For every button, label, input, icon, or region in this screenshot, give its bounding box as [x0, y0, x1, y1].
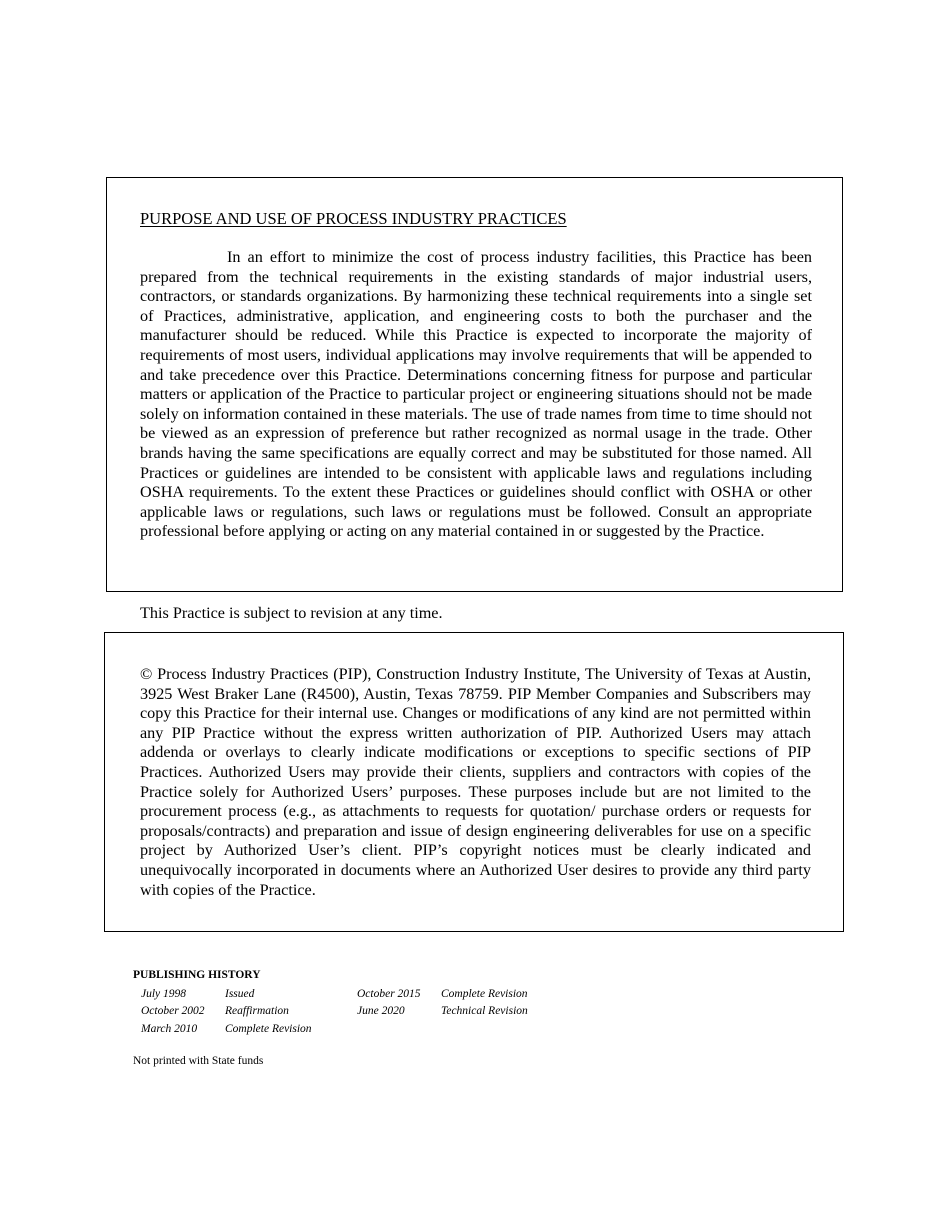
publishing-history-title: PUBLISHING HISTORY	[133, 969, 261, 981]
copyright-body: © Process Industry Practices (PIP), Construction Industry Institute, The University of Texas at Austin, 3925 West Braker Lane (R4500), Austin, Texas 78759. PIP Member Companies and Subscribers may copy this Practice for their internal use. Changes or modifications of any kind are not permitted within any PIP Practice without the express written authorization of PIP. Authorized Users may attach addenda or overlays to clearly indicate modifications or exceptions to specific sections of PIP Practices. Authorized Users may provide their clients, suppliers and contractors with copies of the Practice solely for Authorized Users’ purposes. These purposes include but are not limited to the procurement process (e.g., as attachments to requests for quotation/ purchase orders or requests for proposals/contracts) and preparation and issue of design engineering deliverables for use on a specific project by Authorized User’s client. PIP’s copyright notices must be clearly indicated and unequivocally incorporated in documents where an Authorized User desires to provide any third party with copies of the Practice.	[140, 665, 811, 899]
purpose-title: PURPOSE AND USE OF PROCESS INDUSTRY PRACTICES	[140, 209, 567, 228]
history-event: Reaffirmation	[225, 1005, 289, 1018]
history-date: October 2015	[357, 988, 421, 1000]
history-date: June 2020	[357, 1005, 405, 1018]
history-event: Technical Revision	[441, 1005, 528, 1018]
revision-note: This Practice is subject to revision at any time.	[140, 604, 443, 622]
history-date: July 1998	[141, 988, 187, 1000]
history-event: Complete Revision	[225, 1022, 312, 1035]
history-date: October 2002	[141, 1005, 205, 1018]
history-date: March 2010	[141, 1022, 198, 1035]
history-event: Complete Revision	[441, 988, 528, 1000]
history-event: Issued	[225, 988, 255, 1000]
purpose-box	[106, 177, 843, 592]
purpose-body: In an effort to minimize the cost of process industry facilities, this Practice has been prepared from the technical requirements in the existing standards of major industrial users, contractors, or standards organizations. By harmonizing these technical requirements into a single set of Practices, administrative, application, and engineering costs to both the purchaser and the manufacturer should be reduced. While this Practice is expected to incorporate the majority of requirements of most users, individual applications may involve requirements that will be appended to and take precedence over this Practice. Determinations concerning fitness for purpose and particular matters or application of the Practice to particular project or engineering situations should not be made solely on information contained in these materials. The use of trade names from time to time should not be viewed as an expression of preference but rather recognized as normal usage in the trade. Other brands having the same specifications are equally correct and may be substituted for those named. All Practices or guidelines are intended to be consistent with applicable laws and regulations including OSHA requirements. To the extent these Practices or guidelines should conflict with OSHA or other applicable laws or regulations, such laws or regulations must be followed. Consult an appropriate professional before applying or acting on any material contained in or suggested by the Practice.	[140, 248, 812, 541]
copyright-box	[104, 632, 844, 932]
footer-note: Not printed with State funds	[133, 1055, 264, 1067]
